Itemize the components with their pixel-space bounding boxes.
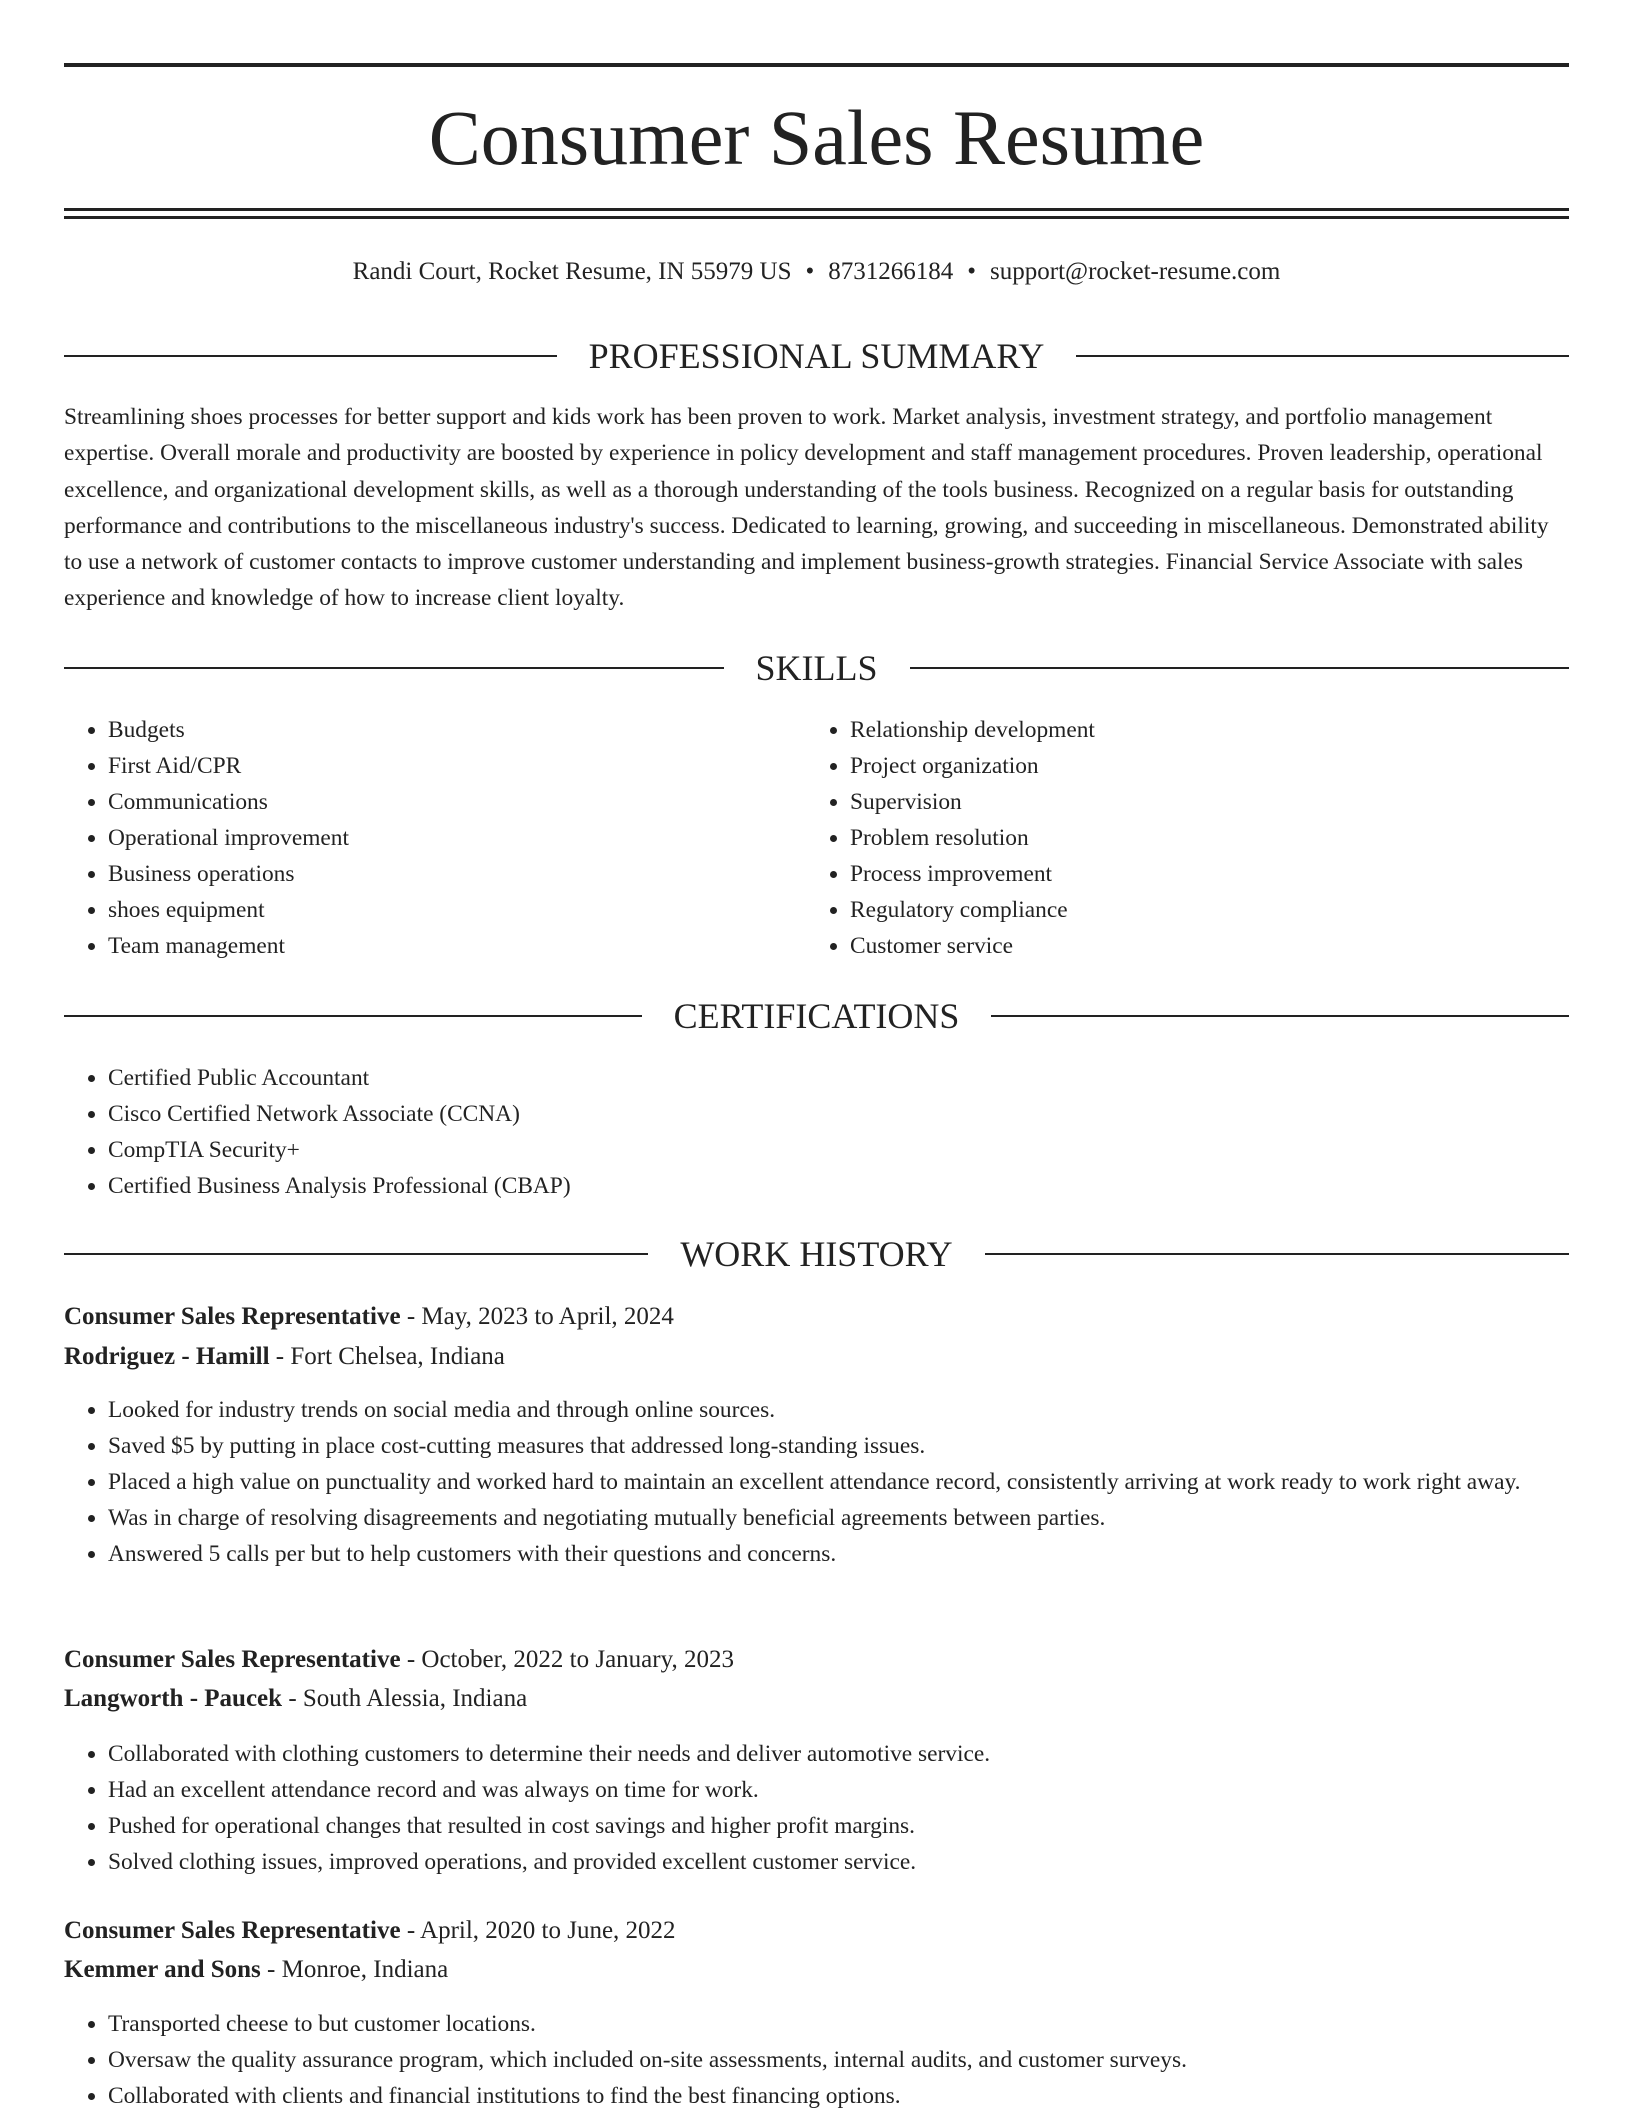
skill-item: • shoes equipment (108, 892, 808, 928)
work-history-heading: WORK HISTORY (680, 1234, 953, 1274)
certification-item: • Certified Business Analysis Professional (CBAP) (108, 1168, 1568, 1204)
skill-item: • Business operations (108, 856, 808, 892)
job-bullet: • Collaborated with clothing customers to determine their needs and deliver automotive service. (108, 1736, 1613, 1772)
contact-line (64, 255, 1569, 289)
job-location: Monroe, Indiana (281, 1956, 449, 1983)
job-dates: October, 2022 to January, 2023 (421, 1646, 734, 1673)
summary-text: Streamlining shoes processes for better support and kids work has been proven to work. Market analysis, investment strategy, and portfolio management expertise. Overall morale and productivity are boosted by experience in policy development and staff management procedures. Proven leadership, operational excellence, and organizational development skills, as well as a thorough understanding of the tools business. Recognized on a regular basis for outstanding performance and contributions to the miscellaneous industry's success. Dedicated to learning, growing, and succeeding in miscellaneous. Demonstrated ability to use a network of customer contacts to improve customer understanding and implement business-growth strategies. Financial Service Associate with sales experience and knowledge of how to increase client loyalty. (64, 404, 1549, 612)
job-title-line (64, 1299, 1569, 1335)
job-company-line (64, 1681, 1569, 1717)
certifications-list (64, 1060, 1568, 1204)
contact-email: support@rocket-resume.com (990, 258, 1281, 285)
job-bullet: • Looked for industry trends on social media and through online sources. (108, 1392, 1613, 1428)
skills-list-right (806, 712, 1550, 964)
job-company-line (64, 1952, 1569, 1988)
job-location: South Alessia, Indiana (302, 1685, 528, 1712)
job-bullets (64, 2006, 1613, 2112)
job-dash: - (406, 1303, 416, 1330)
job-bullet: • Placed a high value on punctuality and worked hard to maintain an excellent attendance record, consistently arriving at work ready to work right away. (108, 1464, 1613, 1500)
job-bullets (64, 1736, 1613, 1880)
job-dates: April, 2020 to June, 2022 (420, 1917, 676, 1944)
job-dash: - (288, 1685, 297, 1712)
job-bullet: • Had an excellent attendance record and was always on time for work. (108, 1772, 1613, 1808)
heading-rule (910, 667, 1570, 669)
heading-rule (985, 1253, 1569, 1255)
heading-rule (1076, 355, 1569, 357)
job-bullet: • Collaborated with clients and financial institutions to find the best financing options. (108, 2078, 1613, 2112)
summary-heading: PROFESSIONAL SUMMARY (588, 336, 1045, 376)
job-role: Consumer Sales Representative (64, 1917, 401, 1944)
job-bullet: • Pushed for operational changes that resulted in cost savings and higher profit margins. (108, 1808, 1613, 1844)
header-double-rule-upper (64, 208, 1569, 211)
skill-item: • Operational improvement (108, 820, 808, 856)
skill-item: • Budgets (108, 712, 808, 748)
job-company: Langworth - Paucek (64, 1685, 283, 1712)
heading-rule (991, 1015, 1569, 1017)
job-title-line (64, 1913, 1569, 1949)
job-bullets (64, 1392, 1613, 1572)
skill-item: • Supervision (850, 784, 1550, 820)
heading-rule (64, 1015, 642, 1017)
contact-address: Randi Court, Rocket Resume, IN 55979 US (352, 258, 792, 285)
job-dash: - (406, 1917, 416, 1944)
job-company-line (64, 1339, 1569, 1375)
job-dates: May, 2023 to April, 2024 (421, 1303, 674, 1330)
certification-item: • Certified Public Accountant (108, 1060, 1568, 1096)
job-dash: - (267, 1956, 276, 1983)
skill-item: • Problem resolution (850, 820, 1550, 856)
work-history-heading-row (64, 1234, 1569, 1274)
job-dash: - (406, 1646, 416, 1673)
job-role: Consumer Sales Representative (64, 1646, 401, 1673)
skill-item: • Customer service (850, 928, 1550, 964)
skill-item: • First Aid/CPR (108, 748, 808, 784)
skill-item: • Regulatory compliance (850, 892, 1550, 928)
job-location: Fort Chelsea, Indiana (290, 1343, 505, 1370)
job-dash: - (275, 1343, 285, 1370)
summary-heading-row (64, 336, 1569, 376)
job-bullet: • Answered 5 calls per but to help customers with their questions and concerns. (108, 1536, 1613, 1572)
job-bullet: • Was in charge of resolving disagreements and negotiating mutually beneficial agreements between parties. (108, 1500, 1613, 1536)
certification-item: • CompTIA Security+ (108, 1132, 1568, 1168)
skill-item: • Relationship development (850, 712, 1550, 748)
contact-phone: 8731266184 (828, 258, 954, 285)
contact-separator: • (805, 258, 815, 285)
certifications-heading: CERTIFICATIONS (673, 996, 960, 1036)
contact-separator: • (967, 258, 977, 285)
job-company: Kemmer and Sons (64, 1956, 261, 1983)
job-company: Rodriguez - Hamill (64, 1343, 270, 1370)
skill-item: • Communications (108, 784, 808, 820)
job-bullet: • Oversaw the quality assurance program, which included on-site assessments, internal audits, and customer surveys. (108, 2042, 1613, 2078)
certifications-heading-row (64, 996, 1569, 1036)
skills-list-left (64, 712, 808, 964)
skill-item: • Team management (108, 928, 808, 964)
certification-item: • Cisco Certified Network Associate (CCNA) (108, 1096, 1568, 1132)
skills-heading: SKILLS (755, 648, 878, 688)
job-title-line (64, 1642, 1569, 1678)
skill-item: • Process improvement (850, 856, 1550, 892)
job-bullet: • Solved clothing issues, improved operations, and provided excellent customer service. (108, 1844, 1613, 1880)
job-bullet: • Saved $5 by putting in place cost-cutting measures that addressed long-standing issues. (108, 1428, 1613, 1464)
header-double-rule-lower (64, 216, 1569, 219)
header-top-rule (64, 63, 1569, 67)
skill-item: • Project organization (850, 748, 1550, 784)
heading-rule (64, 1253, 648, 1255)
heading-rule (64, 667, 724, 669)
job-bullet: • Transported cheese to but customer locations. (108, 2006, 1613, 2042)
heading-rule (64, 355, 557, 357)
document-title: Consumer Sales Resume (428, 94, 1205, 181)
job-role: Consumer Sales Representative (64, 1303, 401, 1330)
skills-heading-row (64, 648, 1569, 688)
